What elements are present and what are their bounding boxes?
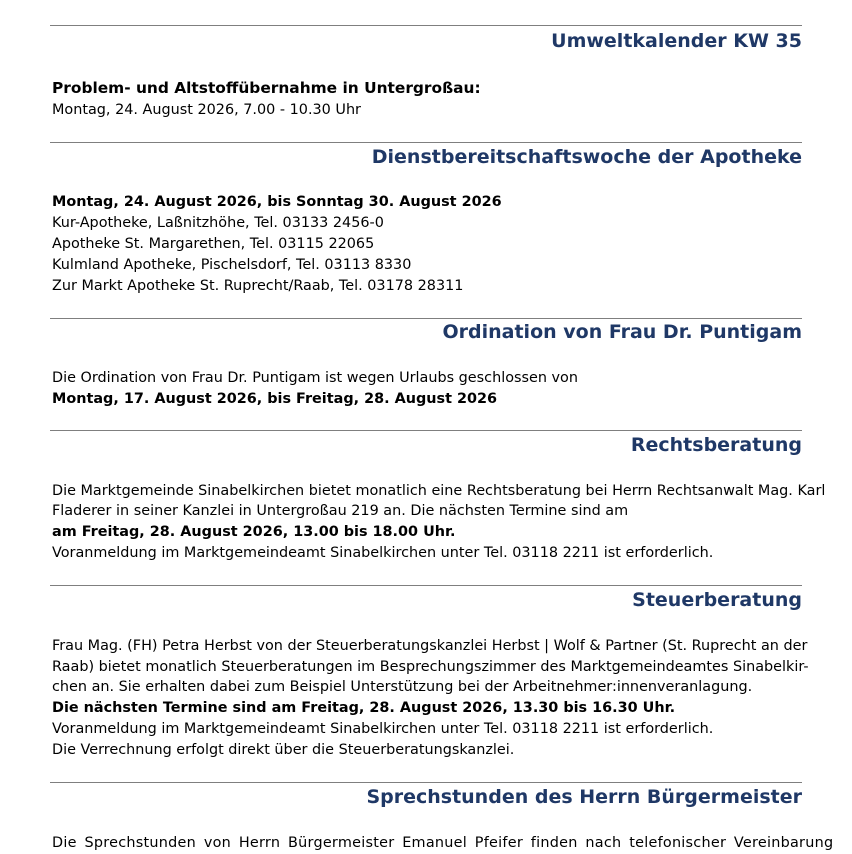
steuerberatung-text: Voranmeldung im Marktgemeindeamt Sinabelkirchen unter Tel. 03118 2211 ist erforderlich. [52,721,714,737]
section-heading-steuerberatung: Steuerberatung [632,589,802,611]
steuerberatung-date: Die nächsten Termine sind am Freitag, 28. August 2026, 13.30 bis 16.30 Uhr. [52,700,676,716]
rechtsberatung-text: Fladerer in seiner Kanzlei in Untergroßau 219 an. Die nächsten Termine sind am [52,503,629,519]
rechtsberatung-date: am Freitag, 28. August 2026, 13.00 bis 18.00 Uhr. [52,524,456,540]
steuerberatung-text: chen an. Sie erhalten dabei zum Beispiel Unterstützung bei der Arbeitnehmer:innenveranlagung. [52,679,753,695]
rechtsberatung-text: Die Marktgemeinde Sinabelkirchen bietet monatlich eine Rechtsberatung bei Herrn Rechtsanwalt Mag. Karl [52,483,826,499]
section-heading-umweltkalender: Umweltkalender KW 35 [551,30,802,52]
apotheke-line: Kur-Apotheke, Laßnitzhöhe, Tel. 03133 2456-0 [52,215,384,231]
section-heading-rechtsberatung: Rechtsberatung [630,434,802,456]
rechtsberatung-text: Voranmeldung im Marktgemeindeamt Sinabelkirchen unter Tel. 03118 2211 ist erforderlich. [52,545,714,561]
apotheke-line: Apotheke St. Margarethen, Tel. 03115 22065 [52,236,375,252]
divider [50,318,802,319]
apotheke-period: Montag, 24. August 2026, bis Sonntag 30. August 2026 [52,194,502,210]
divider [50,782,802,783]
steuerberatung-text: Raab) bietet monatlich Steuerberatungen im Besprechungszimmer des Marktgemeindeamtes Sinabelkir- [52,659,809,675]
subheading-altstoff: Problem- und Altstoffübernahme in Untergroßau: [52,79,481,97]
divider [50,25,802,26]
divider [50,585,802,586]
altstoff-date: Montag, 24. August 2026, 7.00 - 10.30 Uhr [52,102,361,118]
sprechstunden-text: Die Sprechstunden von Herrn Bürgermeister Emanuel Pfeifer finden nach telefonischer Vereinbarung [52,835,834,851]
section-heading-sprechstunden: Sprechstunden des Herrn Bürgermeister [366,786,802,808]
section-heading-ordination: Ordination von Frau Dr. Puntigam [442,321,802,343]
document-page [50,0,834,852]
steuerberatung-text: Die Verrechnung erfolgt direkt über die Steuerberatungskanzlei. [52,742,515,758]
section-heading-apotheke: Dienstbereitschaftswoche der Apotheke [371,146,802,168]
divider [50,142,802,143]
apotheke-line: Zur Markt Apotheke St. Ruprecht/Raab, Tel. 03178 28311 [52,278,464,294]
steuerberatung-text: Frau Mag. (FH) Petra Herbst von der Steuerberatungskanzlei Herbst | Wolf & Partner (St. Ruprecht an der [52,638,808,654]
ordination-period: Montag, 17. August 2026, bis Freitag, 28. August 2026 [52,391,498,407]
divider [50,430,802,431]
ordination-text: Die Ordination von Frau Dr. Puntigam ist wegen Urlaubs geschlossen von [52,370,578,386]
apotheke-line: Kulmland Apotheke, Pischelsdorf, Tel. 03113 8330 [52,257,412,273]
